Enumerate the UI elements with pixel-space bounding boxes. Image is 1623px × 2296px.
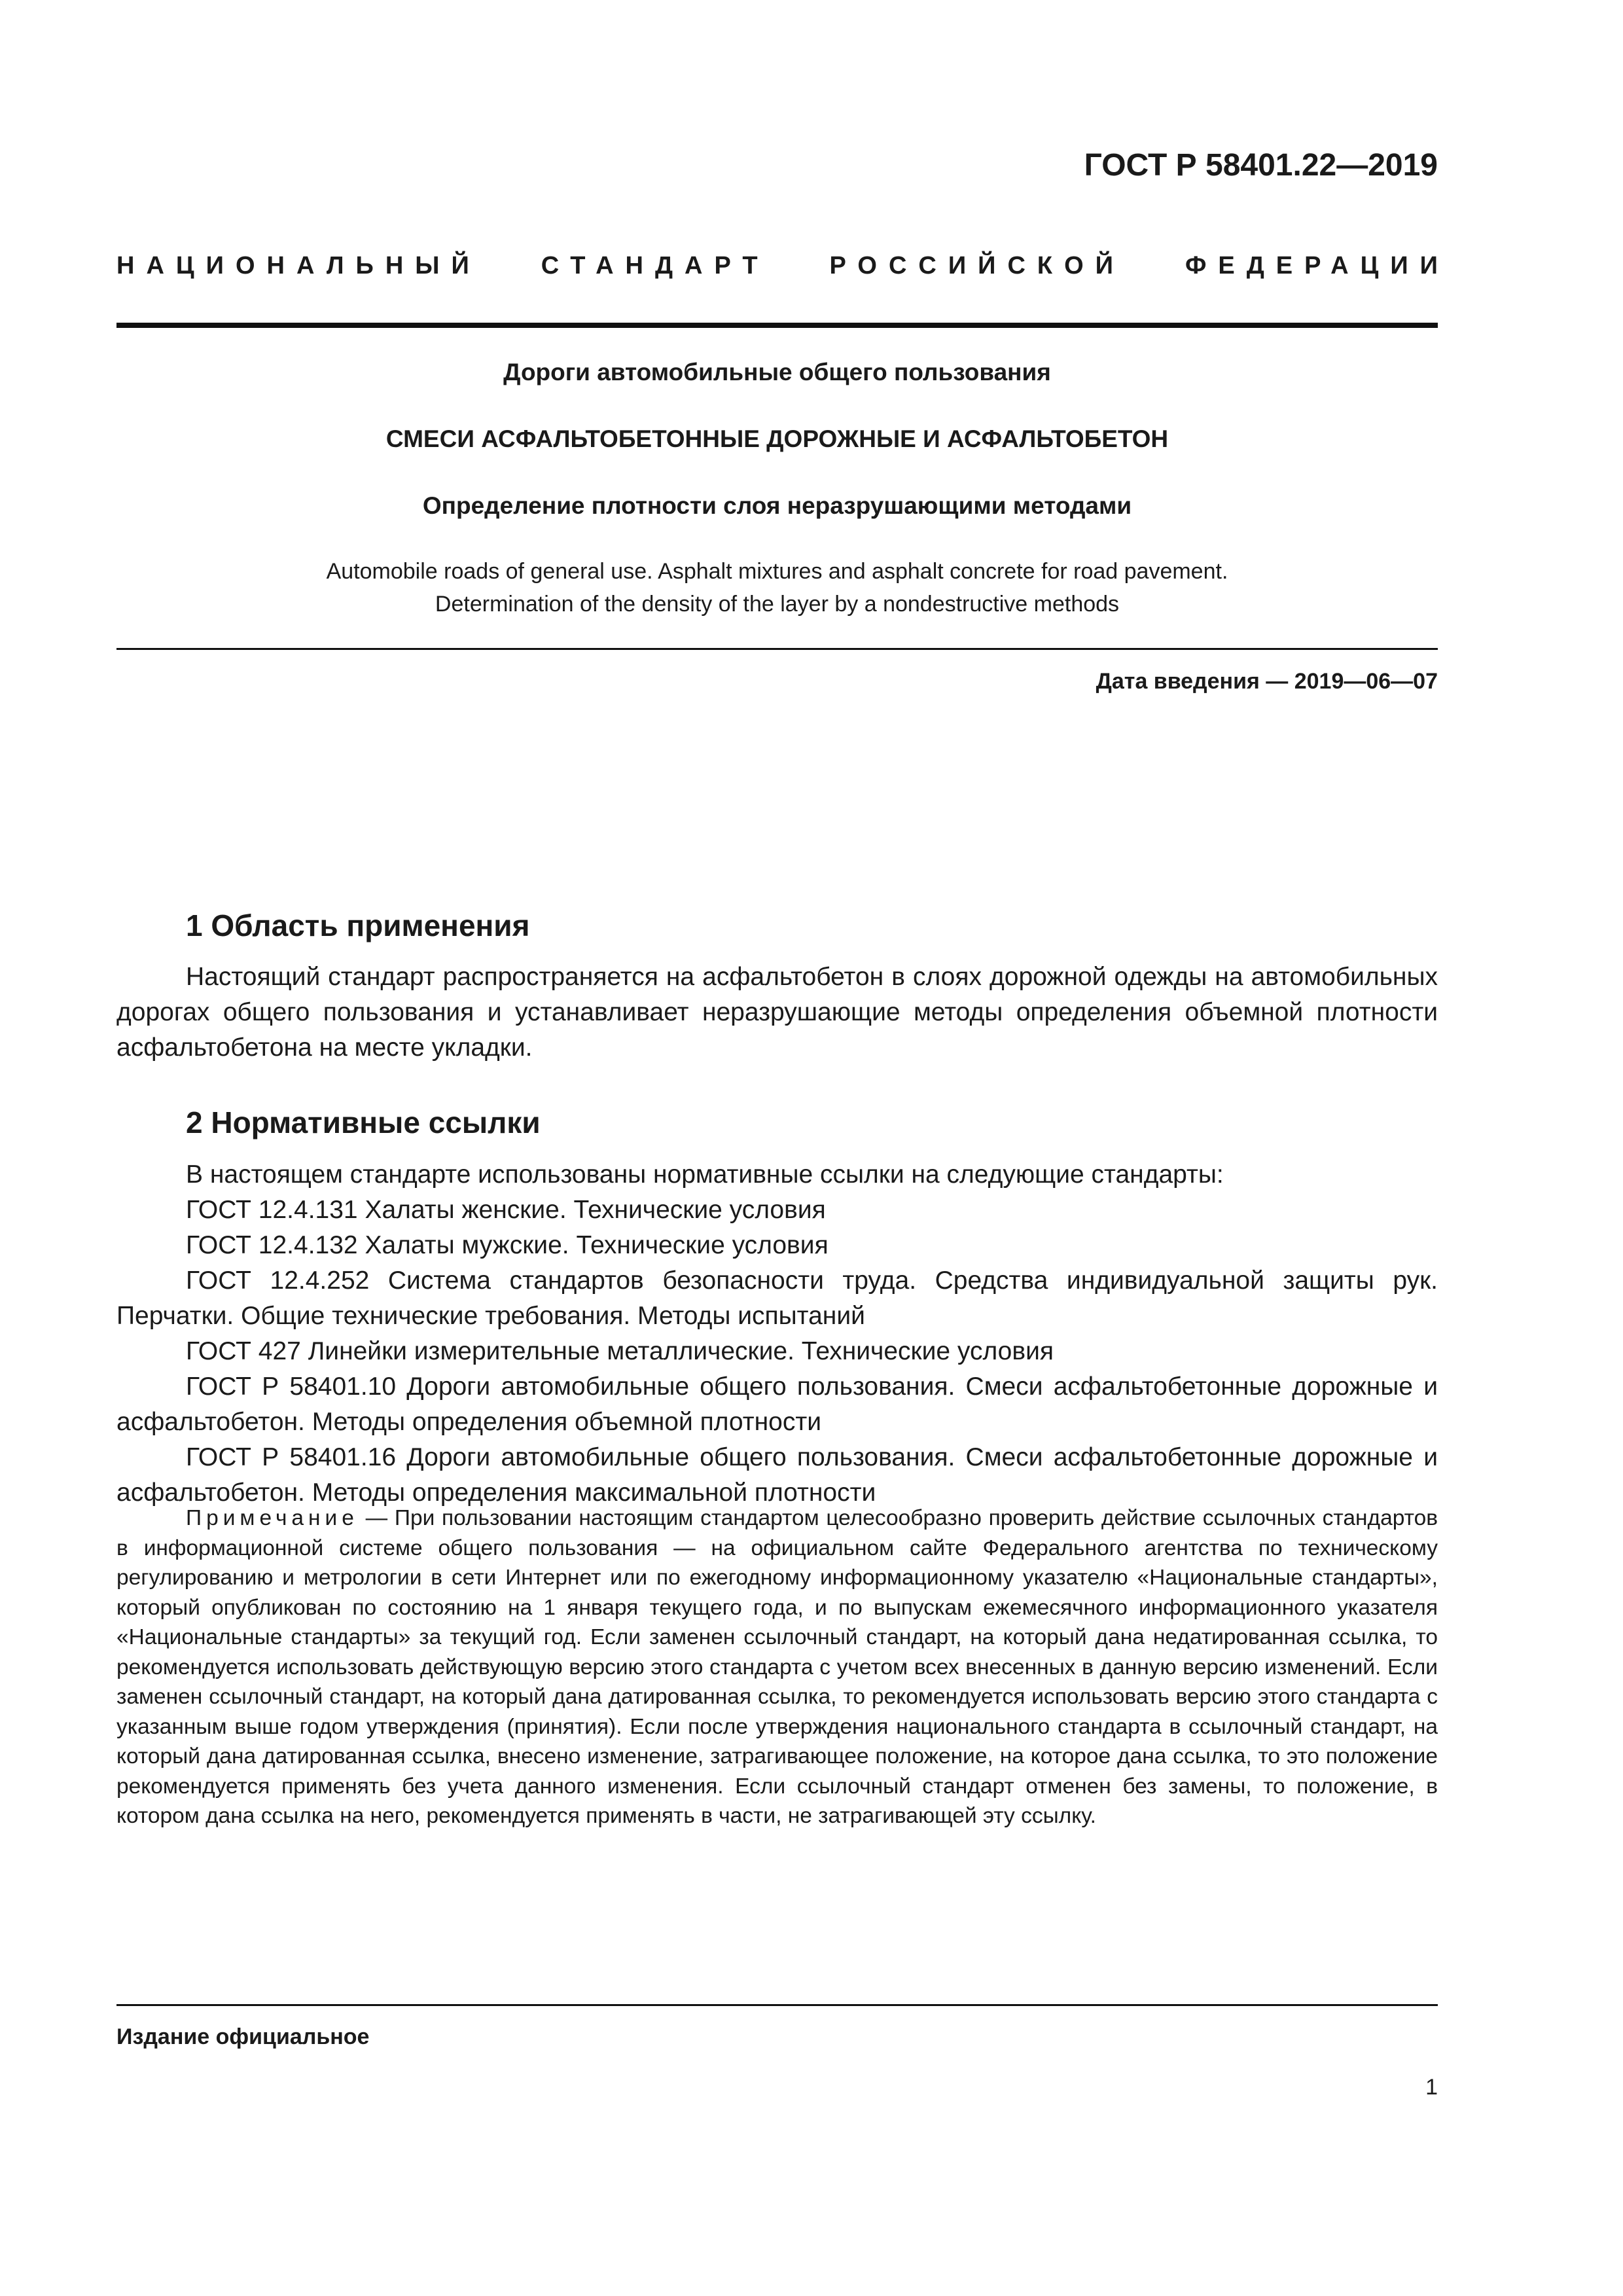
note-block [116,1503,1438,1831]
reference-item: ГОСТ 12.4.252 Система стандартов безопасности труда. Средства индивидуальной защиты рук. Перчатки. Общие технические требования. Методы испытаний [116,1266,1438,1330]
note-text: — При пользовании настоящим стандартом целесообразно проверить действие ссылочных стандартов в информационной системе общего пользования — на официальном сайте Федерального агентства по техническому регулированию и метрологии в сети Интернет или по ежегодному информационному указателю «Национальные стандарты», который опубликован по состоянию на 1 января текущего года, и по выпускам ежемесячного информационного указателя «Национальные стандарты» за текущий год. Если заменен ссылочный стандарт, на который дана недатированная ссылка, то рекомендуется использовать действующую версию этого стандарта с учетом всех внесенных в данную версию изменений. Если заменен ссылочный стандарт, на который дана датированная ссылка, то рекомендуется использовать версию этого стандарта с указанным выше годом утверждения (принятия). Если после утверждения национального стандарта в ссылочный стандарт, на который дана датированная ссылка, внесено изменение, затрагивающее положение, на которое дана ссылка, то это положение рекомендуется применять без учета данного изменения. Если ссылочный стандарт отменен без замены, то положение, в котором дана ссылка на него, рекомендуется применять в части, не затрагивающей эту ссылку. [116,1506,1438,1828]
page-number: 1 [1425,2075,1438,2100]
header-divider [116,323,1438,328]
english-title-line-1: Automobile roads of general use. Asphalt mixtures and asphalt concrete for road pavement. [326,559,1228,584]
banner-word: РОССИЙСКОЙ [829,252,1125,279]
edition-label: Издание официальное [116,2024,370,2049]
section-1-heading: 1 Область применения [186,908,530,942]
introduction-date: Дата введения — 2019—06—07 [1096,669,1438,694]
banner-word: ФЕДЕРАЦИИ [1185,252,1450,279]
section-1-body [116,960,1438,1066]
banner-word: СТАНДАРТ [541,252,770,279]
references-intro: В настоящем стандарте использованы нормативные ссылки на следующие стандарты: [186,1160,1224,1189]
title-line-2: СМЕСИ АСФАЛЬТОБЕТОННЫЕ ДОРОЖНЫЕ И АСФАЛЬТОБЕТОН [385,425,1169,452]
reference-item: ГОСТ Р 58401.10 Дороги автомобильные общего пользования. Смеси асфальтобетонные дорожные и асфальтобетон. Методы определения объемной плотности [116,1372,1438,1436]
english-title [116,555,1438,620]
note-label: Примечание [186,1506,359,1530]
standard-designation: ГОСТ Р 58401.22—2019 [1084,148,1438,183]
section-1-paragraph: Настоящий стандарт распространяется на асфальтобетон в слоях дорожной одежды на автомобильных дорогах общего пользования и устанавливает неразрушающие методы определения объемной плотности асфальтобетона на месте укладки. [116,963,1438,1062]
title-line-3: Определение плотности слоя неразрушающими методами [422,492,1132,519]
reference-item: ГОСТ 12.4.132 Халаты мужские. Технические условия [186,1231,829,1259]
title-divider [116,648,1438,650]
reference-item: ГОСТ 427 Линейки измерительные металлические. Технические условия [186,1337,1054,1365]
references-list [116,1157,1438,1511]
national-standard-banner [116,252,1450,280]
section-2-heading: 2 Нормативные ссылки [186,1105,541,1139]
footer-divider [116,2004,1438,2006]
reference-item: ГОСТ Р 58401.16 Дороги автомобильные общего пользования. Смеси асфальтобетонные дорожные и асфальтобетон. Методы определения максимальной плотности [116,1443,1438,1507]
english-title-line-2: Determination of the density of the layer by a nondestructive methods [435,592,1120,617]
banner-word: НАЦИОНАЛЬНЫЙ [116,252,481,279]
note-paragraph [116,1503,1438,1831]
reference-item: ГОСТ 12.4.131 Халаты женские. Технические условия [186,1196,826,1224]
title-line-1: Дороги автомобильные общего пользования [503,359,1051,386]
